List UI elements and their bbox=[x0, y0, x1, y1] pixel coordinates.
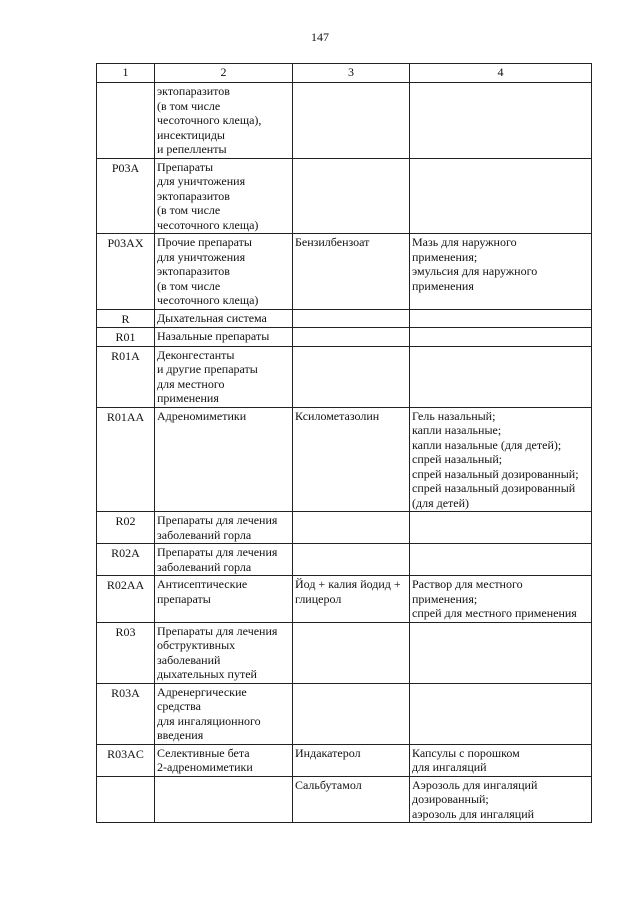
atc-code-cell bbox=[97, 83, 155, 159]
column-header-3: 3 bbox=[293, 64, 410, 83]
table-row bbox=[97, 407, 592, 512]
dosage-form-cell bbox=[410, 346, 592, 407]
atc-code-cell: R03AC bbox=[97, 744, 155, 776]
pharmacological-group-cell: Препараты для лечения обструктивных заболеваний дыхательных путей bbox=[155, 622, 293, 683]
pharmacological-group-cell: Деконгестанты и другие препараты для местного применения bbox=[155, 346, 293, 407]
table-row bbox=[97, 158, 592, 234]
table-row bbox=[97, 544, 592, 576]
dosage-form-cell bbox=[410, 544, 592, 576]
atc-code-cell: R02 bbox=[97, 512, 155, 544]
atc-code-cell: R02AA bbox=[97, 576, 155, 623]
atc-code-cell: R03A bbox=[97, 683, 155, 744]
pharmacological-group-cell: эктопаразитов (в том числе чесоточного клеща), инсектициды и репелленты bbox=[155, 83, 293, 159]
active-substance-cell: Индакатерол bbox=[293, 744, 410, 776]
table-row bbox=[97, 83, 592, 159]
dosage-form-cell bbox=[410, 158, 592, 234]
pharmacological-group-cell: Антисептические препараты bbox=[155, 576, 293, 623]
active-substance-cell bbox=[293, 328, 410, 347]
pharmacological-group-cell: Адренергические средства для ингаляционного введения bbox=[155, 683, 293, 744]
atc-code-cell: R bbox=[97, 309, 155, 328]
atc-code-cell: R03 bbox=[97, 622, 155, 683]
active-substance-cell bbox=[293, 683, 410, 744]
table-row bbox=[97, 234, 592, 310]
dosage-form-cell bbox=[410, 683, 592, 744]
atc-code-cell: P03AX bbox=[97, 234, 155, 310]
atc-code-cell: P03A bbox=[97, 158, 155, 234]
active-substance-cell: Йод + калия йодид + глицерол bbox=[293, 576, 410, 623]
pharmacological-group-cell: Назальные препараты bbox=[155, 328, 293, 347]
atc-code-cell: R01A bbox=[97, 346, 155, 407]
table-row bbox=[97, 512, 592, 544]
dosage-form-cell: Аэрозоль для ингаляций дозированный; аэрозоль для ингаляций bbox=[410, 776, 592, 823]
atc-code-cell: R01AA bbox=[97, 407, 155, 512]
active-substance-cell bbox=[293, 622, 410, 683]
active-substance-cell bbox=[293, 346, 410, 407]
pharmacological-group-cell: Препараты для уничтожения эктопаразитов (в том числе чесоточного клеща) bbox=[155, 158, 293, 234]
column-header-1: 1 bbox=[97, 64, 155, 83]
dosage-form-cell: Мазь для наружного применения; эмульсия для наружного применения bbox=[410, 234, 592, 310]
atc-code-cell: R02A bbox=[97, 544, 155, 576]
dosage-form-cell: Раствор для местного применения; спрей для местного применения bbox=[410, 576, 592, 623]
dosage-form-cell bbox=[410, 512, 592, 544]
dosage-form-cell: Гель назальный; капли назальные; капли назальные (для детей); спрей назальный; спрей назальный дозированный; спрей назальный дозированный (для детей) bbox=[410, 407, 592, 512]
column-header-2: 2 bbox=[155, 64, 293, 83]
table-row bbox=[97, 776, 592, 823]
table-row bbox=[97, 744, 592, 776]
pharmacological-group-cell bbox=[155, 776, 293, 823]
table-row bbox=[97, 328, 592, 347]
column-header-4: 4 bbox=[410, 64, 592, 83]
table-row bbox=[97, 622, 592, 683]
pharmacological-group-cell: Дыхательная система bbox=[155, 309, 293, 328]
pharmacological-group-cell: Препараты для лечения заболеваний горла bbox=[155, 544, 293, 576]
dosage-form-cell bbox=[410, 328, 592, 347]
dosage-form-cell: Капсулы с порошком для ингаляций bbox=[410, 744, 592, 776]
active-substance-cell: Ксилометазолин bbox=[293, 407, 410, 512]
table-row bbox=[97, 576, 592, 623]
dosage-form-cell bbox=[410, 622, 592, 683]
atc-code-cell: R01 bbox=[97, 328, 155, 347]
pharmacological-group-cell: Прочие препараты для уничтожения эктопаразитов (в том числе чесоточного клеща) bbox=[155, 234, 293, 310]
active-substance-cell bbox=[293, 309, 410, 328]
active-substance-cell bbox=[293, 158, 410, 234]
dosage-form-cell bbox=[410, 309, 592, 328]
active-substance-cell: Бензилбензоат bbox=[293, 234, 410, 310]
active-substance-cell bbox=[293, 83, 410, 159]
pharmacological-group-cell: Адреномиметики bbox=[155, 407, 293, 512]
active-substance-cell: Сальбутамол bbox=[293, 776, 410, 823]
active-substance-cell bbox=[293, 512, 410, 544]
table-header-row bbox=[97, 64, 592, 83]
active-substance-cell bbox=[293, 544, 410, 576]
page-number: 147 bbox=[311, 30, 329, 44]
pharmacological-group-cell: Препараты для лечения заболеваний горла bbox=[155, 512, 293, 544]
pharmacological-group-cell: Селективные бета 2-адреномиметики bbox=[155, 744, 293, 776]
table-row bbox=[97, 683, 592, 744]
table-row bbox=[97, 346, 592, 407]
medications-table bbox=[96, 63, 592, 823]
table-row bbox=[97, 309, 592, 328]
atc-code-cell bbox=[97, 776, 155, 823]
dosage-form-cell bbox=[410, 83, 592, 159]
